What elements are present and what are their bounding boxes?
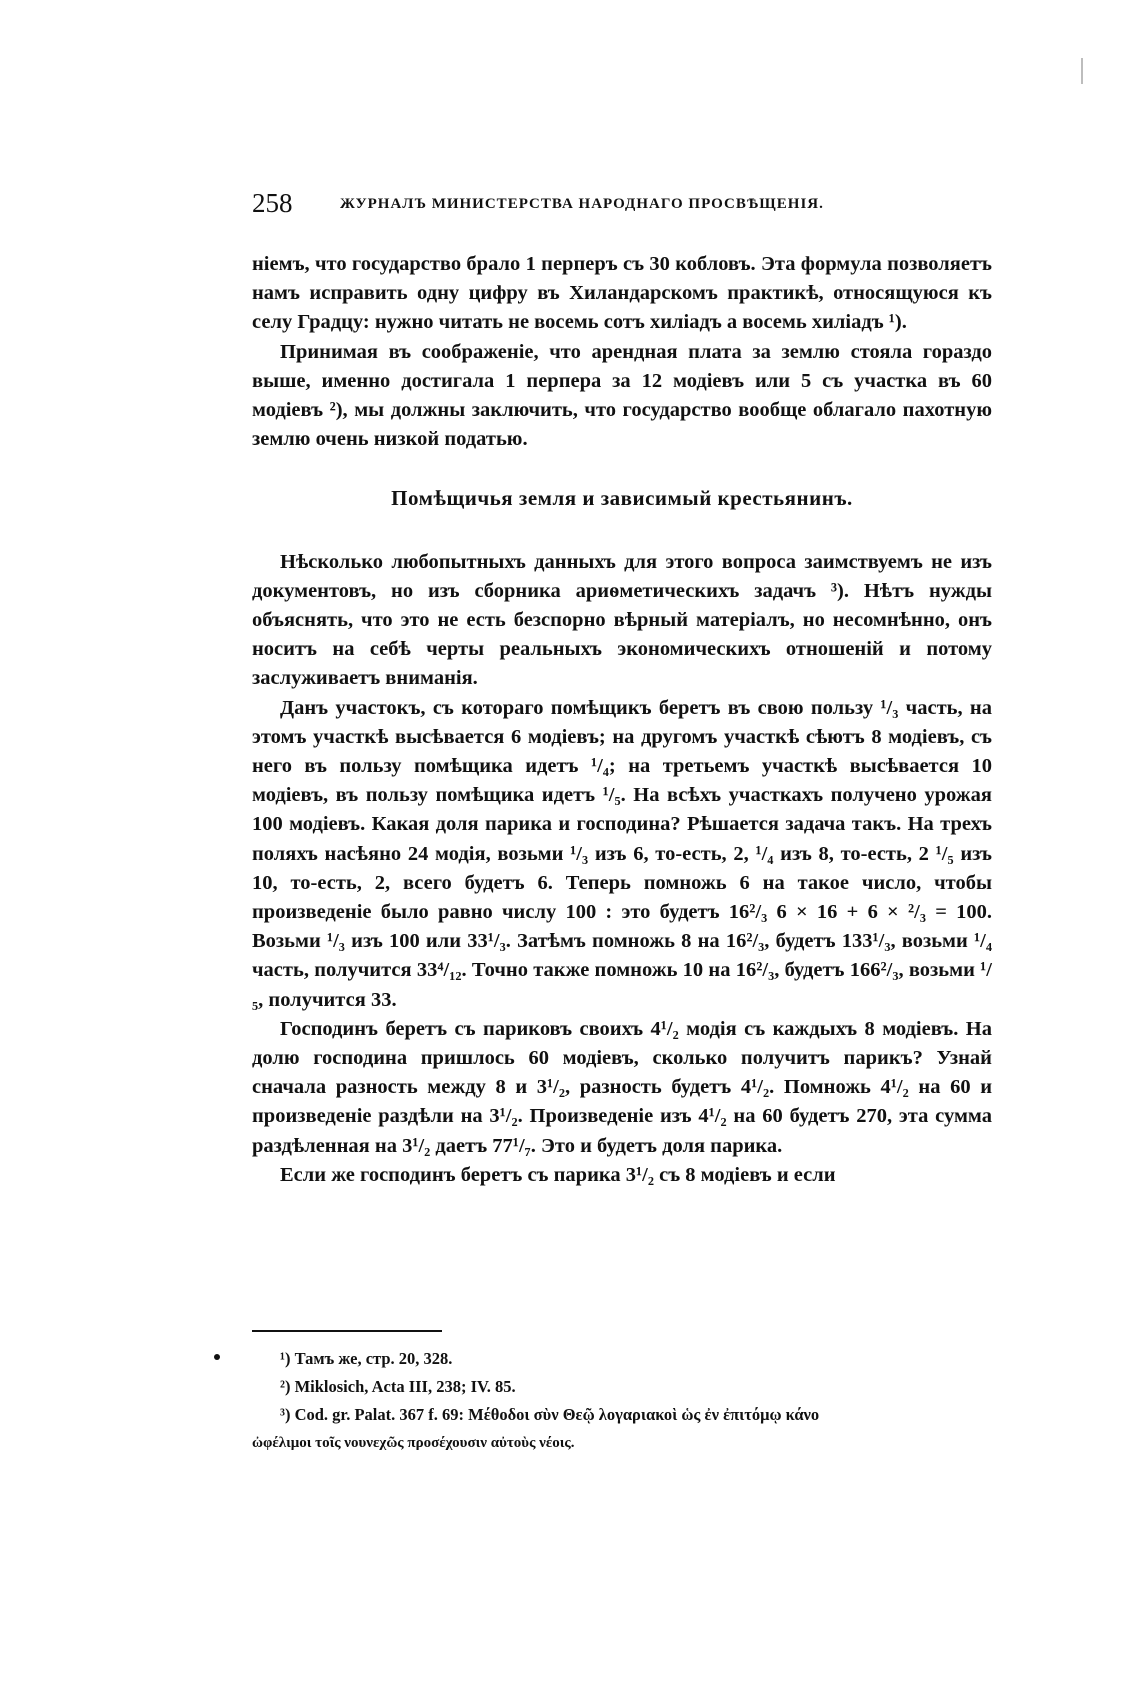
footnote-3: ³) Cod. gr. Palat. 367 f. 69: Μέθοδοι σὺν Θεῷ λογαριακοὶ ὡς ἐν ἐπιτόμῳ κάνο: [280, 1405, 820, 1424]
scan-edge-mark: [1081, 58, 1083, 84]
footnote-3-continuation: ὠφέλιμοι τοῖς νουνεχῶς προσέχουσιν αὐτοὺς νέοις.: [252, 1435, 575, 1451]
paragraph-3: Нѣсколько любопытныхъ данныхъ для этого вопроса заимствуемъ не изъ документовъ, но изъ сборника ариѳметическихъ задачъ ³). Нѣтъ нужды объяснять, что это не есть безспорно вѣрный матеріалъ, но несомнѣнно, онъ носитъ на себѣ черты реальныхъ экономическихъ отношеній и потому заслуживаетъ вниманія.: [252, 550, 992, 690]
paragraph-6: Если же господинъ беретъ съ парика 3¹/₂ съ 8 модіевъ и если: [280, 1163, 836, 1186]
section-heading: Помѣщичья земля и зависимый крестьянинъ.: [391, 486, 853, 511]
footnotes: [252, 1345, 992, 1457]
margin-dot: [214, 1354, 220, 1360]
footnote-2: ²) Miklosich, Acta III, 238; IV. 85.: [280, 1377, 516, 1396]
footnote-divider: [252, 1330, 442, 1332]
page-number: 258: [252, 188, 293, 218]
footnote-1: ¹) Тамъ же, стр. 20, 328.: [280, 1349, 453, 1368]
paragraph-2: Принимая въ соображеніе, что арендная плата за землю стояла гораздо выше, именно достигала 1 перпера за 12 модіевъ или 5 съ участка въ 60 модіевъ ²), мы должны заключить, что государство вообще облагало пахотную землю очень низкой податью.: [252, 340, 992, 451]
running-title: ЖУРНАЛЪ МИНИСТЕРСТВА НАРОДНАГО ПРОСВѢЩЕНІЯ.: [340, 196, 824, 212]
main-text: [252, 250, 992, 1190]
paragraph-1: ніемъ, что государство брало 1 перперъ съ 30 кобловъ. Эта формула позволяетъ намъ исправить одну цифру въ Хиландарскомъ практикѣ, относящуюся къ селу Градцу: нужно читать не восемь сотъ хиліадъ а восемь хиліадъ ¹).: [252, 253, 992, 334]
paragraph-5: Господинъ беретъ съ париковъ своихъ 4¹/₂ модія съ каждыхъ 8 модіевъ. На долю господина пришлось 60 модіевъ, сколько получитъ парикъ? Узнай сначала разность между 8 и 3¹/₂, разность будетъ 4¹/₂. Помножь 4¹/₂ на 60 и произведеніе раздѣли на 3¹/₂. Произведеніе изъ 4¹/₂ на 60 будетъ 270, эта сумма раздѣленная на 3¹/₂ даетъ 77¹/₇. Это и будетъ доля парика.: [252, 1017, 992, 1157]
paragraph-4: Данъ участокъ, съ котораго помѣщикъ беретъ въ свою пользу ¹/₃ часть, на этомъ участкѣ высѣвается 6 модіевъ; на другомъ участкѣ сѣютъ 8 модіевъ, съ него въ пользу помѣщика идетъ ¹/₄; на третьемъ участкѣ высѣвается 10 модіевъ, въ пользу помѣщика идетъ ¹/₅. На всѣхъ участкахъ получено урожая 100 модіевъ. Какая доля парика и господина? Рѣшается задача такъ. На трехъ поляхъ насѣяно 24 модія, возьми ¹/₃ изъ 6, то-есть, 2, ¹/₄ изъ 8, то-есть, 2 ¹/₅ изъ 10, то-есть, 2, всего будетъ 6. Теперь помножь 6 на такое число, чтобы произведеніе было равно числу 100 : это будетъ 16²/₃ 6 × 16 + 6 × ²/₃ = 100. Возьми ¹/₃ изъ 100 или 33¹/₃. Затѣмъ помножь 8 на 16²/₃, будетъ 133¹/₃, возьми ¹/₄ часть, получится 33⁴/₁₂. Точно также помножь 10 на 16²/₃, будетъ 166²/₃, возьми ¹/₅, получится 33.: [252, 696, 992, 1011]
page-header: [252, 188, 992, 222]
